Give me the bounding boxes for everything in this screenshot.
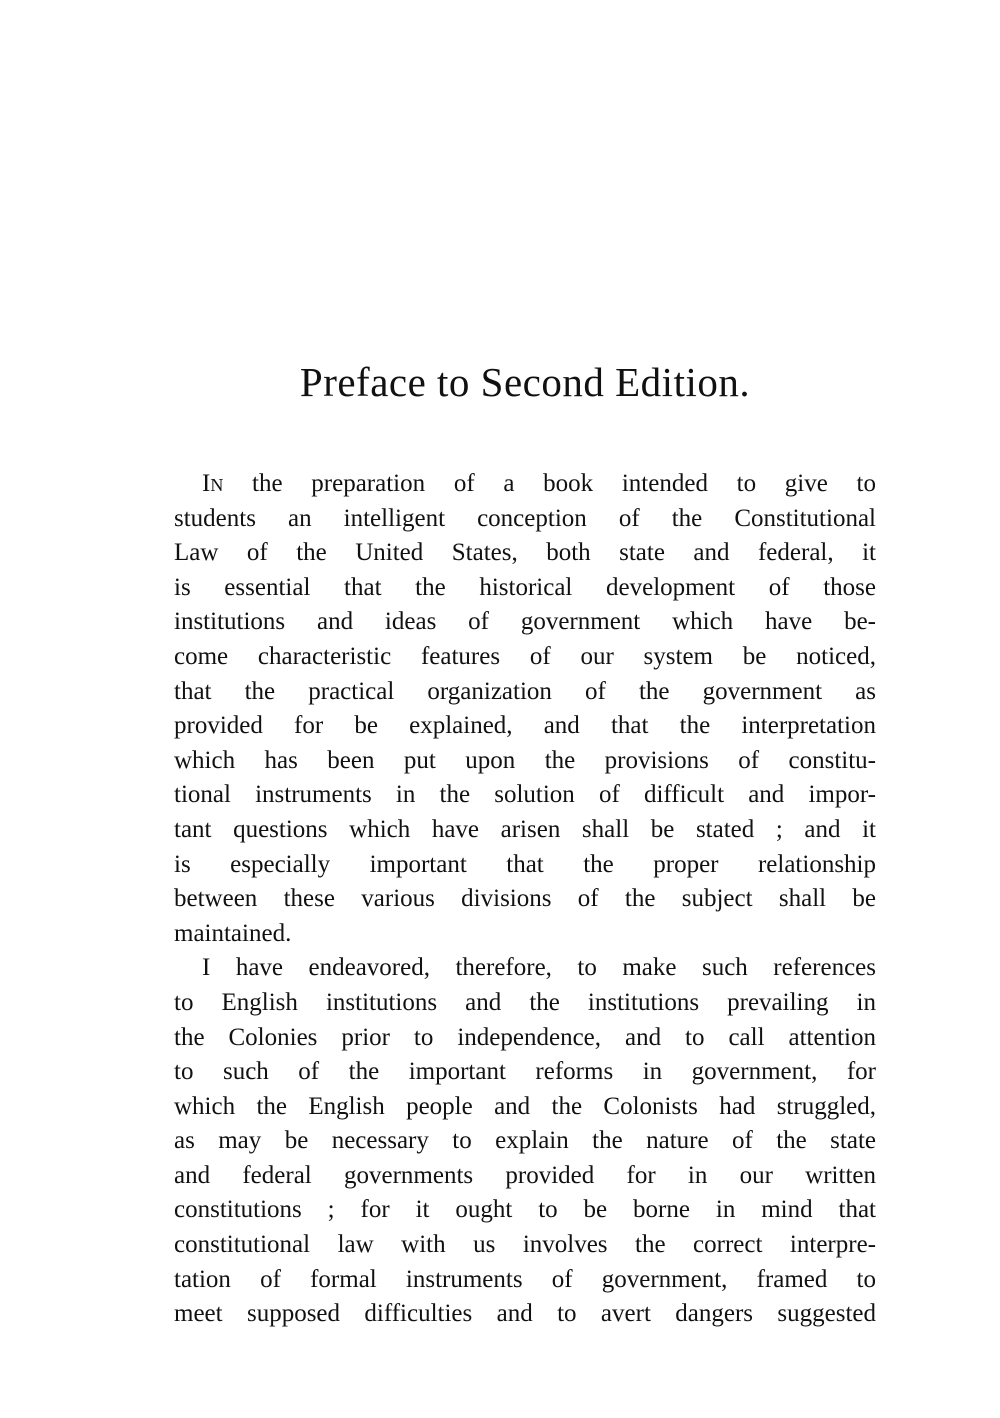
text-line: tant questions which have arisen shall be stated ; and it [174,815,876,843]
text-line: is especially important that the proper relationship [174,850,876,878]
text-line: to English institutions and the institutions prevailing in [174,988,876,1016]
text-line: is essential that the historical development of those [174,573,876,601]
preface-body [174,467,876,1332]
text-line [174,467,876,502]
text-line: institutions and ideas of government which have be- [174,608,876,636]
text-line: constitutional law with us involves the correct interpre- [174,1231,876,1259]
text-line: the Colonies prior to independence, and to call attention [174,1023,876,1051]
text-line: tional instruments in the solution of difficult and impor- [174,781,876,809]
text-line: students an intelligent conception of the Constitutional [174,504,876,532]
text-line: which has been put upon the provisions of constitu- [174,746,876,774]
text-line: which the English people and the Colonists had struggled, [174,1092,876,1120]
text-line: I have endeavored, therefore, to make such references [202,954,876,982]
text-line: between these various divisions of the subject shall be [174,885,876,913]
text-line: and federal governments provided for in our written [174,1161,876,1189]
text-line: that the practical organization of the government as [174,677,876,705]
drop-word: In [202,470,224,497]
text-line: constitutions ; for it ought to be borne in mind that [174,1196,876,1224]
text-line: Law of the United States, both state and federal, it [174,539,876,567]
text-line: come characteristic features of our system be noticed, [174,642,876,670]
page-title: Preface to Second Edition. [299,359,751,405]
text-line-rest: the preparation of a book intended to give to [223,470,876,497]
paragraph-2 [174,951,876,1332]
text-line: tation of formal instruments of government, framed to [174,1265,876,1293]
paragraph-1 [174,467,876,951]
text-line: as may be necessary to explain the nature of the state [174,1127,876,1155]
text-line: maintained. [174,919,292,947]
text-line: provided for be explained, and that the interpretation [174,712,876,740]
text-line: meet supposed difficulties and to avert dangers suggested [174,1300,876,1328]
text-line: to such of the important reforms in government, for [174,1058,876,1086]
